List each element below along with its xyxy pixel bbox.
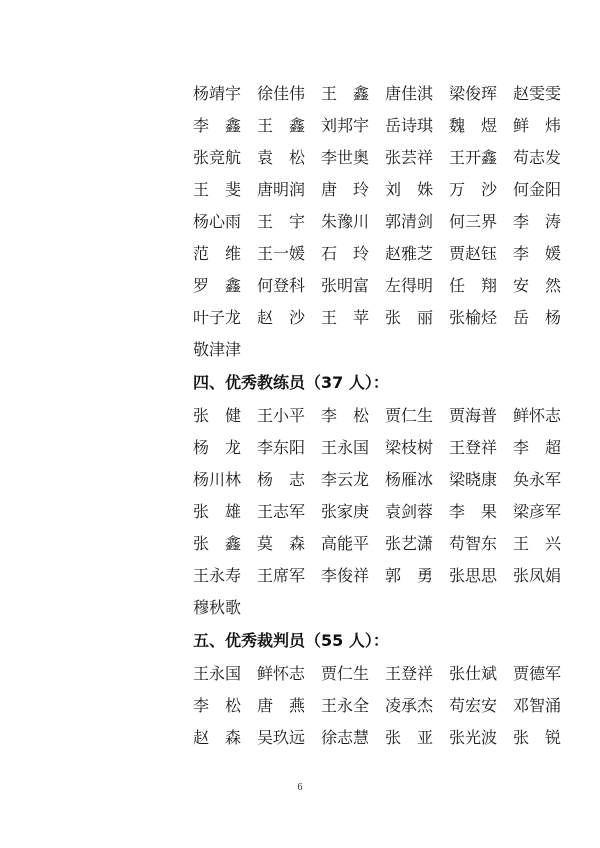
person-name: 李 松 [321,405,370,425]
person-name: 岳诗琪 [385,115,434,135]
person-name: 张榆烃 [449,307,498,327]
person-name: 王开鑫 [449,147,498,167]
person-name: 贾德军 [513,663,562,683]
name-row [193,656,573,688]
section-3-name-list [193,76,573,364]
person-name: 徐佳伟 [257,83,306,103]
person-name: 贾仁生 [385,405,434,425]
person-name: 梁晓康 [449,469,498,489]
person-name: 张明富 [321,275,370,295]
person-name: 刘邦宇 [321,115,370,135]
person-name: 唐 玲 [321,179,370,199]
name-row [193,140,573,172]
section-4-heading [193,364,573,398]
section-5-name-list [193,656,573,752]
person-name: 王永寿 [193,565,242,585]
person-name: 张 丽 [385,307,434,327]
person-name: 王永国 [193,663,242,683]
name-row [193,236,573,268]
person-name: 张 亚 [385,727,434,747]
person-name: 任 翔 [449,275,498,295]
person-name: 杨心雨 [193,211,242,231]
person-name: 李 鑫 [193,115,242,135]
person-name: 王小平 [257,405,306,425]
person-name: 李俊祥 [321,565,370,585]
person-name: 张 鑫 [193,533,242,553]
person-name: 唐佳淇 [385,83,434,103]
person-name: 王登祥 [385,663,434,683]
person-name: 梁俊珲 [449,83,498,103]
name-row [193,300,573,332]
person-name: 李东阳 [257,437,306,457]
name-row [193,720,573,752]
person-name: 王永全 [321,695,370,715]
person-name: 王志军 [257,501,306,521]
person-name: 贾赵钰 [449,243,498,263]
person-name: 郭 勇 [385,565,434,585]
name-row [193,268,573,300]
person-name: 张艺潇 [385,533,434,553]
person-name: 唐 燕 [257,695,306,715]
name-row [193,526,573,558]
person-name: 罗 鑫 [193,275,242,295]
name-row [193,688,573,720]
person-name: 张 健 [193,405,242,425]
person-name: 杨雁冰 [385,469,434,489]
person-name: 唐明润 [257,179,306,199]
person-name: 梁彦军 [513,501,562,521]
section-4-heading-text: 四、优秀教练员（37 人）： [193,372,389,392]
person-name: 李 媛 [513,243,562,263]
person-name: 魏 煜 [449,115,498,135]
person-name: 王 苹 [321,307,370,327]
person-name: 王 宇 [257,211,306,231]
person-name: 赵雅芝 [385,243,434,263]
name-row [193,430,573,462]
person-name: 高能平 [321,533,370,553]
person-name: 赵雯雯 [513,83,562,103]
person-name: 左得明 [385,275,434,295]
person-name: 杨 志 [257,469,306,489]
person-name: 梁枝树 [385,437,434,457]
name-row [193,494,573,526]
person-name: 鲜怀志 [513,405,562,425]
person-name: 奂永军 [513,469,562,489]
person-name: 李世奥 [321,147,370,167]
person-name: 凌承杰 [385,695,434,715]
person-name: 王登祥 [449,437,498,457]
person-name: 张光波 [449,727,498,747]
person-name: 张家庚 [321,501,370,521]
person-name: 万 沙 [449,179,498,199]
person-name: 王一媛 [257,243,306,263]
person-name: 范 维 [193,243,242,263]
name-row [193,462,573,494]
person-name: 邓智涌 [513,695,562,715]
person-name: 徐志慧 [321,727,370,747]
person-name: 刘 姝 [385,179,434,199]
name-row [193,108,573,140]
section-5-heading [193,622,573,656]
person-name: 叶子龙 [193,307,242,327]
person-name: 张竞航 [193,147,242,167]
person-name: 王 兴 [513,533,562,553]
person-name: 朱豫川 [321,211,370,231]
person-name: 何三界 [449,211,498,231]
person-name: 杨 龙 [193,437,242,457]
person-name: 李云龙 [321,469,370,489]
person-name: 苟宏安 [449,695,498,715]
person-name: 张 雄 [193,501,242,521]
person-name: 苟智东 [449,533,498,553]
name-row [193,590,573,622]
person-name: 王 鑫 [257,115,306,135]
person-name: 莫 森 [257,533,306,553]
person-name: 何登科 [257,275,306,295]
person-name: 鲜 炜 [513,115,562,135]
person-name: 贾仁生 [321,663,370,683]
page-content [193,76,573,752]
person-name: 穆秋歌 [193,597,242,617]
person-name: 张凤娟 [513,565,562,585]
person-name: 王 斐 [193,179,242,199]
person-name: 赵 森 [193,727,242,747]
section-4-name-list [193,398,573,622]
person-name: 赵 沙 [257,307,306,327]
person-name: 王席军 [257,565,306,585]
person-name: 王永国 [321,437,370,457]
person-name: 杨靖宇 [193,83,242,103]
name-row [193,172,573,204]
person-name: 张仕斌 [449,663,498,683]
person-name: 王 鑫 [321,83,370,103]
person-name: 李 涛 [513,211,562,231]
person-name: 苟志发 [513,147,562,167]
name-row [193,204,573,236]
person-name: 袁剑蓉 [385,501,434,521]
person-name: 敬津津 [193,339,242,359]
person-name: 贾海普 [449,405,498,425]
person-name: 李 超 [513,437,562,457]
name-row [193,332,573,364]
person-name: 张芸祥 [385,147,434,167]
person-name: 袁 松 [257,147,306,167]
name-row [193,558,573,590]
section-5-heading-text: 五、优秀裁判员（55 人）： [193,630,389,650]
person-name: 何金阳 [513,179,562,199]
person-name: 张思思 [449,565,498,585]
person-name: 郭清剑 [385,211,434,231]
person-name: 杨川林 [193,469,242,489]
person-name: 李 果 [449,501,498,521]
person-name: 石 玲 [321,243,370,263]
name-row [193,76,573,108]
person-name: 张 锐 [513,727,562,747]
page-number: 6 [297,782,303,793]
person-name: 岳 杨 [513,307,562,327]
person-name: 李 松 [193,695,242,715]
person-name: 鲜怀志 [257,663,306,683]
person-name: 安 然 [513,275,562,295]
person-name: 吴玖远 [257,727,306,747]
name-row [193,398,573,430]
